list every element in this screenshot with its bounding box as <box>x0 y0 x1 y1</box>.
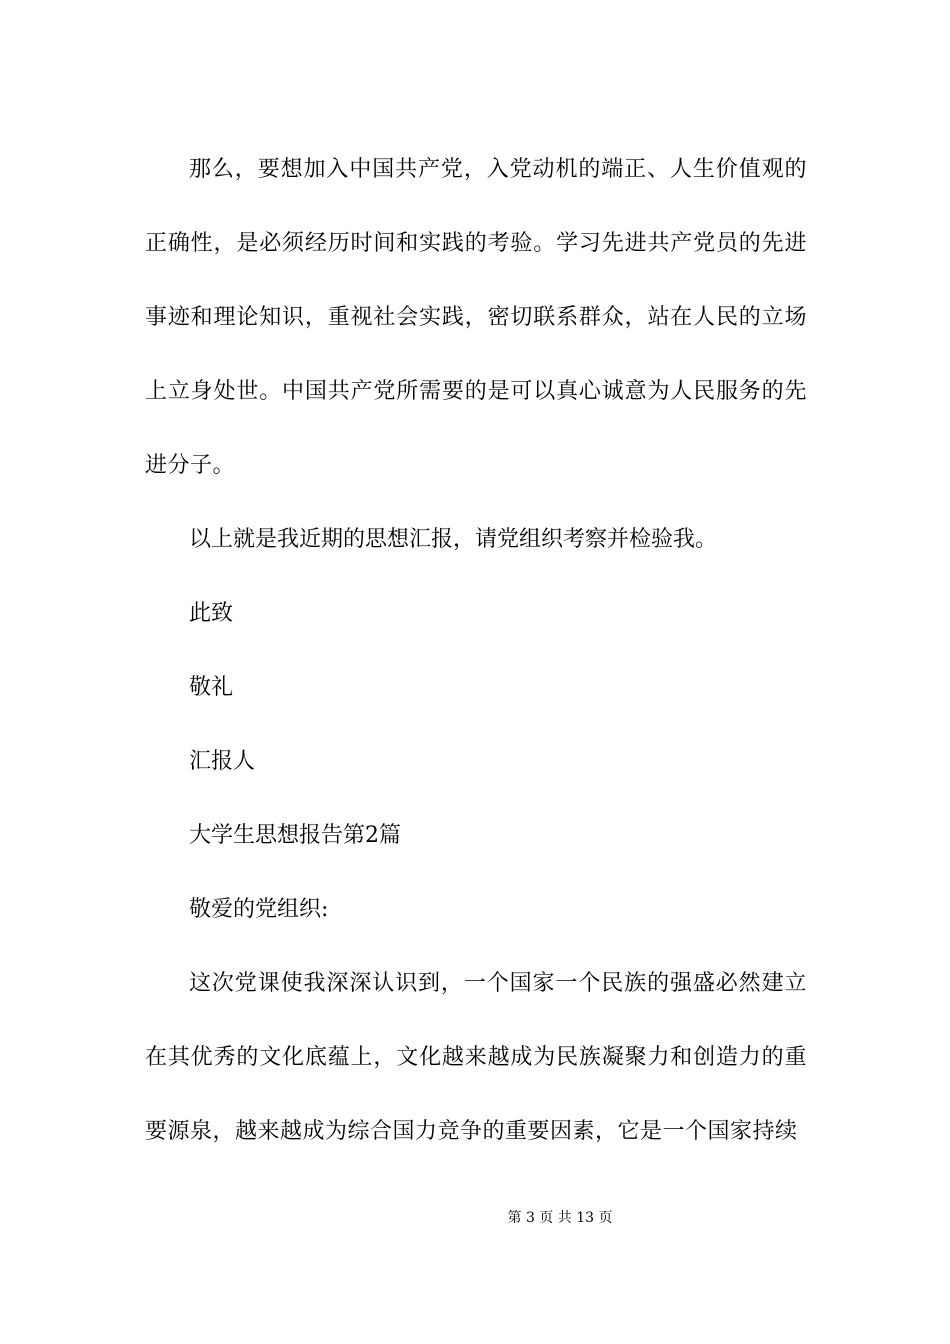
page-number-footer: 第 3 页 共 13 页 <box>507 1210 613 1226</box>
greeting: 敬爱的党组织: <box>189 897 329 922</box>
closing-respect: 敬礼 <box>189 675 234 700</box>
paragraph-motivation: 那么，要想加入中国共产党，入党动机的端正、人生价值观的正确性，是必须经历时间和实践的考验。学习先进共产党员的先进事迹和理论知识，重视社会实践，密切联系群众，站在人民的立场上立身处世。中国共产党所需要的是可以真心诚意为人民服务的先进分子。 <box>145 157 807 478</box>
reporter-label: 汇报人 <box>189 749 256 774</box>
section-title: 大学生思想报告第2篇 <box>189 823 401 848</box>
document-body <box>145 133 807 1169</box>
paragraph-conclusion: 以上就是我近期的思想汇报，请党组织考察并检验我。 <box>189 527 718 552</box>
closing-salutation: 此致 <box>189 601 234 626</box>
paragraph-culture: 这次党课使我深深认识到，一个国家一个民族的强盛必然建立在其优秀的文化底蕴上，文化越来越成为民族凝聚力和创造力的重要源泉，越来越成为综合国力竞争的重要因素，它是一个国家持续 <box>145 971 807 1144</box>
